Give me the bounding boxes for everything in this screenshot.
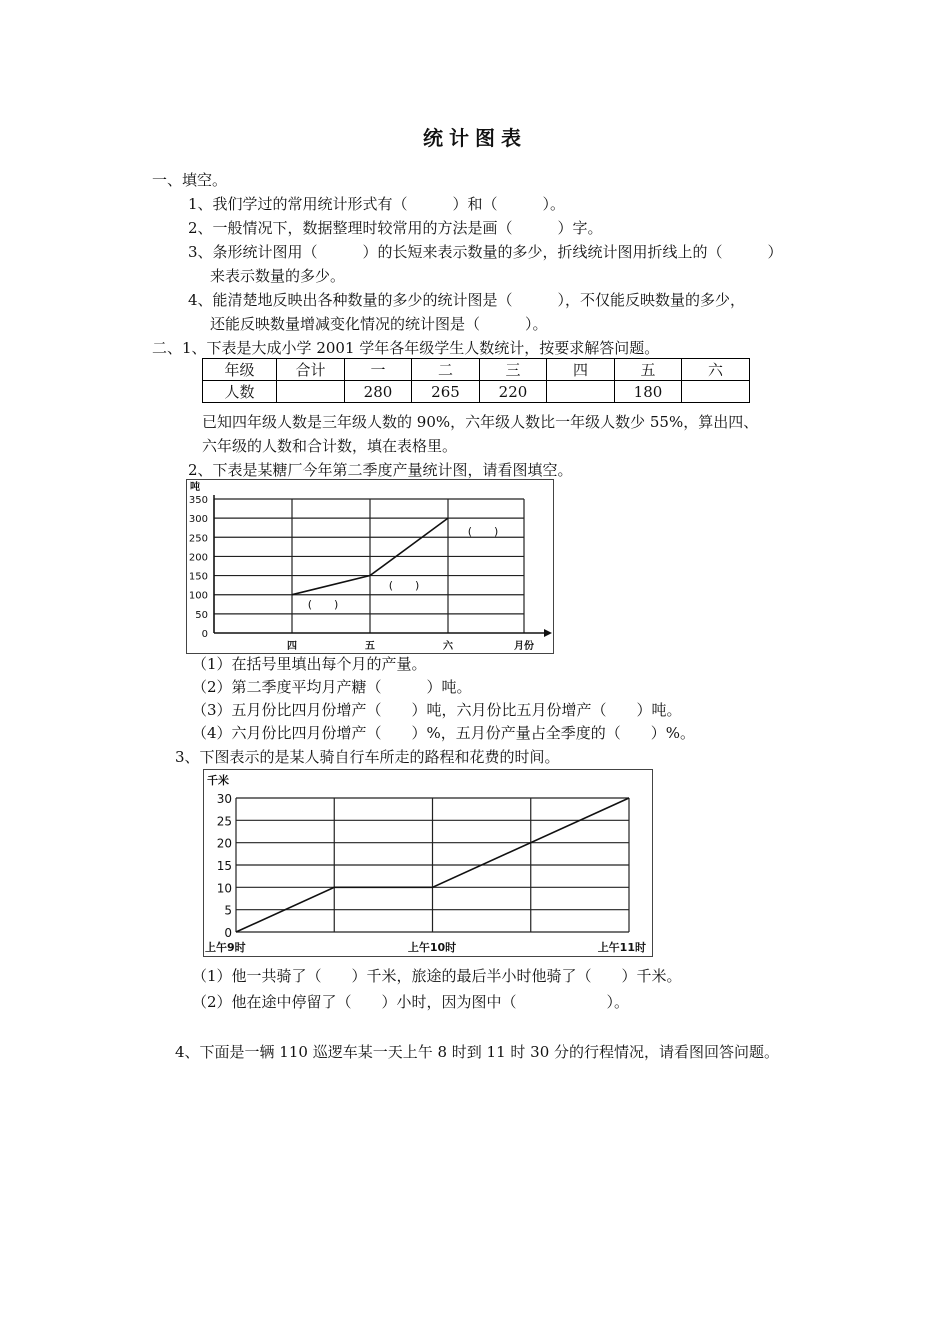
table-row xyxy=(203,381,750,403)
question-1-4: 4、能清楚地反映出各种数量的多少的统计图是（ ），不仅能反映数量的多少， xyxy=(188,291,746,309)
table-cell: 三 xyxy=(480,359,547,381)
y-tick-label: 100 xyxy=(188,590,208,602)
table-cell: 二 xyxy=(412,359,480,381)
question-1-1: 1、我们学过的常用统计形式有（ ）和（ ）。 xyxy=(188,195,566,213)
table-cell: 一 xyxy=(345,359,412,381)
y-tick-label: 25 xyxy=(216,814,232,829)
answer-blank: ( ) xyxy=(307,598,339,611)
table-cell: 180 xyxy=(615,381,682,403)
x-tick-label: 上午11时 xyxy=(597,941,646,954)
y-tick-label: 300 xyxy=(188,514,208,526)
table-cell[interactable] xyxy=(682,381,750,403)
y-tick-label: 350 xyxy=(188,495,208,506)
table-cell: 合计 xyxy=(277,359,345,381)
y-tick-label: 150 xyxy=(188,571,208,583)
table-cell: 280 xyxy=(345,381,412,403)
question-1-3-cont: 来表示数量的多少。 xyxy=(210,267,346,285)
y-tick-label: 0 xyxy=(201,629,208,640)
x-tick-label: 五 xyxy=(365,641,375,652)
y-tick-label: 15 xyxy=(216,859,232,873)
table-cell: 人数 xyxy=(203,381,277,403)
y-tick-label: 50 xyxy=(195,609,208,621)
table-cell: 五 xyxy=(615,359,682,381)
question-2-4: 4、下面是一辆 110 巡逻车某一天上午 8 时到 11 时 30 分的行程情况，请看图回答问题。 xyxy=(175,1043,780,1061)
x-axis-arrow xyxy=(544,629,552,637)
question-2-2-sub1: （1）在括号里填出每个月的产量。 xyxy=(192,655,427,673)
y-tick-label: 10 xyxy=(216,881,232,896)
x-tick-label: 四 xyxy=(287,641,297,652)
table-cell: 六 xyxy=(682,359,750,381)
y-tick-label: 0 xyxy=(224,926,232,940)
bicycle-distance-chart xyxy=(203,769,653,957)
question-1-3: 3、条形统计图用（ ）的长短来表示数量的多少，折线统计图用折线上的（ ） xyxy=(188,243,783,261)
question-2-2: 2、下表是某糖厂今年第二季度产量统计图，请看图填空。 xyxy=(188,461,573,479)
x-axis-label: 月份 xyxy=(514,641,534,652)
y-tick-label: 200 xyxy=(188,552,208,564)
y-tick-label: 20 xyxy=(216,836,232,851)
question-2-1-note: 已知四年级人数是三年级人数的 90%，六年级人数比一年级人数少 55%，算出四、 xyxy=(202,413,759,431)
table-cell: 220 xyxy=(480,381,547,403)
question-2-1-note-cont: 六年级的人数和合计数，填在表格里。 xyxy=(202,437,458,455)
y-axis-label: 千米 xyxy=(207,774,229,787)
x-tick-label: 六 xyxy=(443,641,453,652)
table-cell[interactable] xyxy=(547,381,615,403)
table-cell[interactable] xyxy=(277,381,345,403)
table-cell: 四 xyxy=(547,359,615,381)
question-2-3: 3、下图表示的是某人骑自行车所走的路程和花费的时间。 xyxy=(175,748,560,766)
question-2-3-sub2: （2）他在途中停留了（ ）小时，因为图中（ ）。 xyxy=(192,993,630,1011)
x-tick-label: 上午9时 xyxy=(205,941,246,954)
question-2-1: 二、1、下表是大成小学 2001 学年各年级学生人数统计，按要求解答问题。 xyxy=(152,339,660,357)
question-1-4-cont: 还能反映数量增减变化情况的统计图是（ ）。 xyxy=(210,315,548,333)
page-title: 统计图表 xyxy=(423,126,527,150)
y-tick-label: 250 xyxy=(188,533,208,545)
x-tick-label: 上午10时 xyxy=(407,941,457,954)
question-1-2: 2、一般情况下，数据整理时较常用的方法是画（ ）字。 xyxy=(188,219,603,237)
sugar-production-chart xyxy=(186,479,554,654)
y-tick-label: 30 xyxy=(216,792,232,806)
y-tick-label: 5 xyxy=(224,903,232,918)
table-header-row xyxy=(203,359,750,381)
question-2-2-sub3: （3）五月份比四月份增产（ ）吨，六月份比五月份增产（ ）吨。 xyxy=(192,701,682,719)
question-2-3-sub1: （1）他一共骑了（ ）千米，旅途的最后半小时他骑了（ ）千米。 xyxy=(192,967,682,985)
answer-blank: ( ) xyxy=(388,579,420,592)
section1-heading: 一、填空。 xyxy=(152,171,228,189)
table-cell: 年级 xyxy=(203,359,277,381)
y-axis-label: 吨 xyxy=(190,482,200,493)
question-2-2-sub4: （4）六月份比四月份增产（ ）%，五月份产量占全季度的（ ）%。 xyxy=(192,724,696,742)
student-count-table xyxy=(202,358,750,403)
table-cell: 265 xyxy=(412,381,480,403)
question-2-2-sub2: （2）第二季度平均月产糖（ ）吨。 xyxy=(192,678,472,696)
answer-blank: ( ) xyxy=(467,525,499,538)
